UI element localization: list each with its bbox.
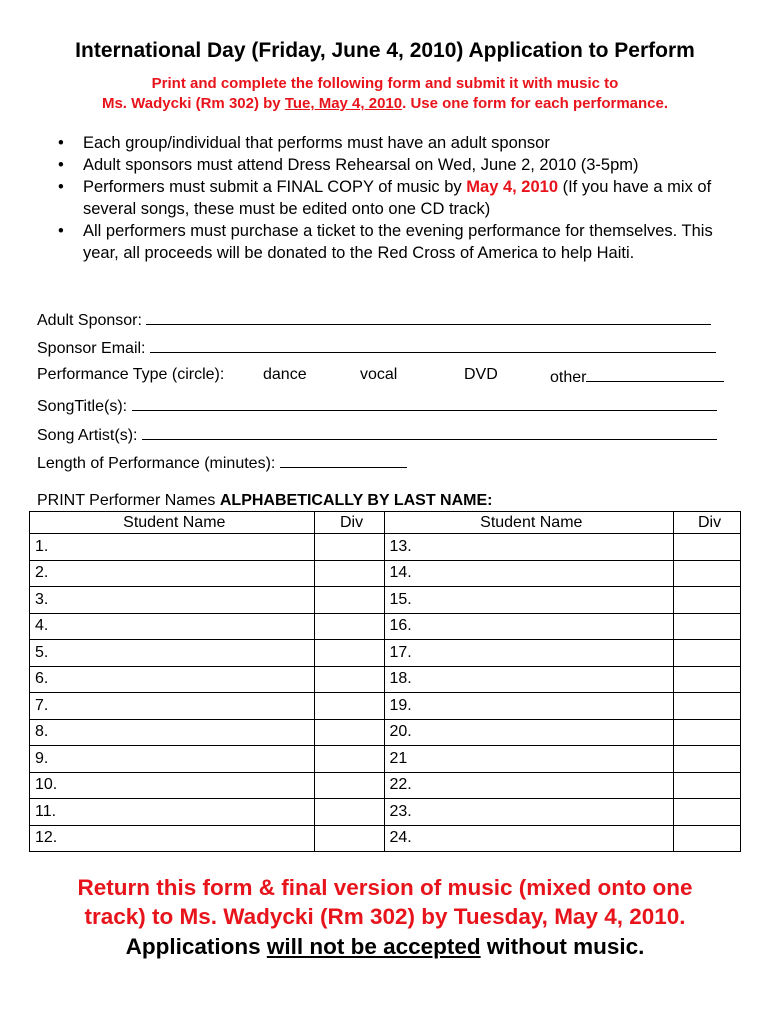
roster-header-row [30,512,741,534]
div-cell[interactable] [674,640,741,667]
div-cell[interactable] [674,587,741,614]
div-cell[interactable] [314,825,384,852]
bullet-icon: • [58,134,64,152]
footer-emphasis: will not be accepted [266,934,481,959]
div-cell[interactable] [314,693,384,720]
div-cell[interactable] [314,746,384,773]
performance-length-field [37,452,407,473]
song-artist-field [37,424,717,445]
footer-line-2: track) to Ms. Wadycki (Rm 302) by Tuesday, May 4, 2010. [84,904,686,929]
sponsor-email-input[interactable] [150,337,716,353]
bullet-item [58,176,748,220]
div-cell[interactable] [674,799,741,826]
table-row [30,560,741,587]
other-input[interactable] [586,366,724,382]
header-student-name: Student Name [30,512,315,534]
div-cell[interactable] [674,693,741,720]
table-row [30,719,741,746]
song-title-input[interactable] [132,395,717,411]
student-name-cell[interactable]: 4. [30,613,315,640]
song-title-label: SongTitle(s): [37,398,128,415]
table-row [30,825,741,852]
bullet-text [83,176,743,220]
option-other[interactable] [550,366,724,387]
student-name-cell[interactable]: 16. [384,613,674,640]
sponsor-email-field [37,337,716,358]
song-artist-input[interactable] [142,424,717,440]
div-cell[interactable] [674,560,741,587]
instructions-line-1: Print and complete the following form and submit it with music to [151,75,619,92]
student-name-cell[interactable]: 11. [30,799,315,826]
table-row [30,640,741,667]
div-cell[interactable] [314,719,384,746]
performance-length-label: Length of Performance (minutes): [37,455,276,472]
div-cell[interactable] [314,772,384,799]
div-cell[interactable] [674,666,741,693]
bullet-text-part: Performers must submit a FINAL COPY of music by [83,178,467,196]
student-name-cell[interactable]: 17. [384,640,674,667]
header-div: Div [674,512,741,534]
bullet-icon: • [58,222,64,240]
performance-type-field [37,366,732,388]
instructions-text: . Use one form for each performance. [402,95,669,112]
song-artist-label: Song Artist(s): [37,427,138,444]
footer-line-1: Return this form & final version of music (mixed onto one [77,875,693,900]
table-row [30,746,741,773]
student-name-cell[interactable]: 23. [384,799,674,826]
student-name-cell[interactable]: 13. [384,534,674,561]
bullet-text: Each group/individual that performs must have an adult sponsor [83,134,550,152]
bullet-item [58,220,748,286]
bullet-item [58,154,748,176]
adult-sponsor-label: Adult Sponsor: [37,312,142,329]
table-row [30,772,741,799]
option-dance[interactable]: dance [263,366,307,383]
performance-length-input[interactable] [280,452,407,468]
table-row [30,666,741,693]
bullet-item [58,132,748,154]
footer-text: Applications [125,934,267,959]
option-dvd[interactable]: DVD [464,366,498,383]
student-name-cell[interactable]: 2. [30,560,315,587]
student-name-cell[interactable]: 8. [30,719,315,746]
bullet-icon: • [58,156,64,174]
adult-sponsor-input[interactable] [146,309,711,325]
div-cell[interactable] [674,825,741,852]
div-cell[interactable] [674,613,741,640]
adult-sponsor-field [37,309,711,330]
student-name-cell[interactable]: 6. [30,666,315,693]
div-cell[interactable] [314,799,384,826]
table-row [30,693,741,720]
option-other-label: other [550,369,587,386]
student-name-cell[interactable]: 14. [384,560,674,587]
student-name-cell[interactable]: 24. [384,825,674,852]
page-title: International Day (Friday, June 4, 2010) Application to Perform [75,39,695,62]
div-cell[interactable] [314,640,384,667]
student-name-cell[interactable]: 22. [384,772,674,799]
div-cell[interactable] [314,587,384,614]
roster-instructions [37,492,492,510]
student-name-cell[interactable]: 12. [30,825,315,852]
instructions-line-2 [0,95,770,112]
roster-instructions-emphasis: ALPHABETICALLY BY LAST NAME: [219,492,493,509]
performer-roster-table [29,511,741,852]
div-cell[interactable] [674,746,741,773]
performance-type-label: Performance Type (circle): [37,366,225,383]
table-row [30,534,741,561]
instructions-text: Ms. Wadycki (Rm 302) by [101,95,285,112]
student-name-cell[interactable]: 10. [30,772,315,799]
footer-text: without music. [480,934,645,959]
table-row [30,613,741,640]
song-title-field [37,395,717,416]
header-div: Div [314,512,384,534]
div-cell[interactable] [314,613,384,640]
header-student-name: Student Name [384,512,674,534]
bullet-text: Adult sponsors must attend Dress Rehearsal on Wed, June 2, 2010 (3-5pm) [83,156,639,174]
div-cell[interactable] [314,534,384,561]
bullet-text: All performers must purchase a ticket to the evening performance for themselves. This year, all proceeds will be donated to the Red Cross of America to help Haiti. [83,222,713,262]
student-name-cell[interactable]: 20. [384,719,674,746]
div-cell[interactable] [674,534,741,561]
student-name-cell[interactable]: 21 [384,746,674,773]
student-name-cell[interactable]: 9. [30,746,315,773]
student-name-cell[interactable]: 18. [384,666,674,693]
div-cell[interactable] [674,719,741,746]
bullet-icon: • [58,178,64,196]
student-name-cell[interactable]: 1. [30,534,315,561]
option-vocal[interactable]: vocal [360,366,398,383]
div-cell[interactable] [314,560,384,587]
div-cell[interactable] [314,666,384,693]
table-row [30,799,741,826]
footer-line-3 [0,934,770,960]
table-row [30,587,741,614]
student-name-cell[interactable]: 5. [30,640,315,667]
deadline-date: Tue, May 4, 2010 [284,95,403,112]
student-name-cell[interactable]: 7. [30,693,315,720]
bullet-text-part: (If you have a mix of several songs, these must be edited onto one CD track) [83,178,712,218]
roster-instructions-text: PRINT Performer Names [37,492,220,509]
div-cell[interactable] [674,772,741,799]
student-name-cell[interactable]: 19. [384,693,674,720]
music-deadline: May 4, 2010 [466,178,559,196]
student-name-cell[interactable]: 3. [30,587,315,614]
sponsor-email-label: Sponsor Email: [37,340,146,357]
roster-body [30,534,741,852]
student-name-cell[interactable]: 15. [384,587,674,614]
